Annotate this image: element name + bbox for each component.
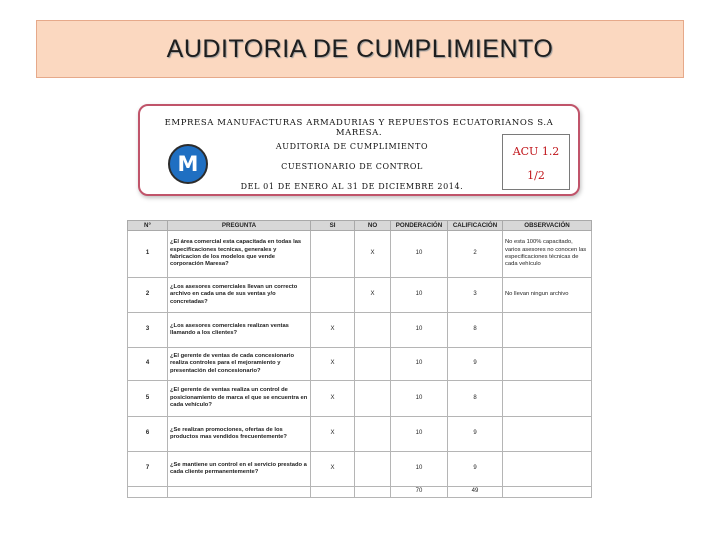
company-name: EMPRESA MANUFACTURAS ARMADURIAS Y REPUESTOS ECUATORIANOS S.A MARESA.	[164, 118, 554, 138]
row-number: 1	[128, 231, 168, 278]
no-mark: X	[355, 278, 391, 313]
no-mark	[355, 452, 391, 487]
row-number: 2	[128, 278, 168, 313]
question-text: ¿El gerente de ventas de cada concesionario realiza controles para el mejoramiento y presentación del concesionario?	[168, 348, 311, 381]
yes-mark: X	[311, 417, 355, 452]
observation-text	[503, 381, 592, 417]
score-value: 9	[448, 348, 503, 381]
table-row	[128, 231, 592, 278]
column-header-weighting: PONDERACIÓN	[391, 221, 448, 231]
table-row	[128, 278, 592, 313]
observation-text	[503, 417, 592, 452]
weighting-value: 10	[391, 417, 448, 452]
yes-mark: X	[311, 452, 355, 487]
audit-subtitle: AUDITORIA DE CUMPLIMIENTO	[275, 142, 429, 151]
column-header-number: N°	[128, 221, 168, 231]
observation-text	[503, 313, 592, 348]
column-header-no: NO	[355, 221, 391, 231]
control-questionnaire-table	[127, 220, 592, 498]
table-row	[128, 348, 592, 381]
table-row	[128, 381, 592, 417]
column-header-yes: SI	[311, 221, 355, 231]
audit-period: DEL 01 DE ENERO AL 31 DE DICIEMBRE 2014.	[240, 182, 464, 191]
yes-mark: X	[311, 348, 355, 381]
no-mark	[355, 381, 391, 417]
reference-box	[502, 134, 570, 190]
weighting-value: 10	[391, 231, 448, 278]
question-text: ¿El área comercial esta capacitada en todas las especificaciones tecnicas, generales y fabricacion de los modelos que vende corporación Maresa?	[168, 231, 311, 278]
weighting-value: 10	[391, 313, 448, 348]
weighting-value: 10	[391, 381, 448, 417]
no-mark	[355, 313, 391, 348]
title-banner	[36, 20, 684, 78]
question-text: ¿Se mantiene un control en el servicio prestado a cada cliente permanentemente?	[168, 452, 311, 487]
yes-mark: X	[311, 381, 355, 417]
yes-mark	[311, 278, 355, 313]
question-text: ¿Los asesores comerciales realizan ventas llamando a los clientes?	[168, 313, 311, 348]
row-number: 5	[128, 381, 168, 417]
no-mark	[355, 417, 391, 452]
observation-text	[503, 452, 592, 487]
table-row	[128, 452, 592, 487]
row-number: 7	[128, 452, 168, 487]
observation-text: No esta 100% capacitado, varios asesores no conocen las especificaciones técnicas de cada vehículo	[503, 231, 592, 278]
weighting-value: 10	[391, 452, 448, 487]
page-title: AUDITORIA DE CUMPLIMIENTO	[166, 34, 554, 63]
table-header-row	[128, 221, 592, 231]
column-header-observation: OBSERVACIÓN	[503, 221, 592, 231]
reference-code: ACU 1.2	[512, 145, 560, 158]
score-value: 2	[448, 231, 503, 278]
weighting-value: 10	[391, 278, 448, 313]
questionnaire-subtitle: CUESTIONARIO DE CONTROL	[281, 162, 423, 171]
totals-row	[128, 487, 592, 498]
total-weighting: 70	[391, 487, 448, 498]
score-value: 3	[448, 278, 503, 313]
row-number: 4	[128, 348, 168, 381]
logo-letter: M	[177, 152, 199, 176]
table-row	[128, 313, 592, 348]
score-value: 9	[448, 452, 503, 487]
observation-text	[503, 348, 592, 381]
score-value: 8	[448, 313, 503, 348]
observation-text: No llevan ningun archivo	[503, 278, 592, 313]
question-text: ¿El gerente de ventas realiza un control de posicionamiento de marca el que se encuentra en cada vehículo?	[168, 381, 311, 417]
no-mark	[355, 348, 391, 381]
total-score: 49	[448, 487, 503, 498]
page-reference: 1/2	[527, 169, 545, 182]
row-number: 6	[128, 417, 168, 452]
yes-mark	[311, 231, 355, 278]
score-value: 9	[448, 417, 503, 452]
question-text: ¿Se realizan promociones, ofertas de los productos mas vendidos frecuentemente?	[168, 417, 311, 452]
header-card	[138, 104, 580, 196]
no-mark: X	[355, 231, 391, 278]
company-logo	[168, 144, 208, 184]
weighting-value: 10	[391, 348, 448, 381]
column-header-score: CALIFICACIÓN	[448, 221, 503, 231]
score-value: 8	[448, 381, 503, 417]
table-row	[128, 417, 592, 452]
yes-mark: X	[311, 313, 355, 348]
column-header-question: PREGUNTA	[168, 221, 311, 231]
row-number: 3	[128, 313, 168, 348]
question-text: ¿Los asesores comerciales llevan un correcto archivo en cada una de sus ventas y/o concretadas?	[168, 278, 311, 313]
